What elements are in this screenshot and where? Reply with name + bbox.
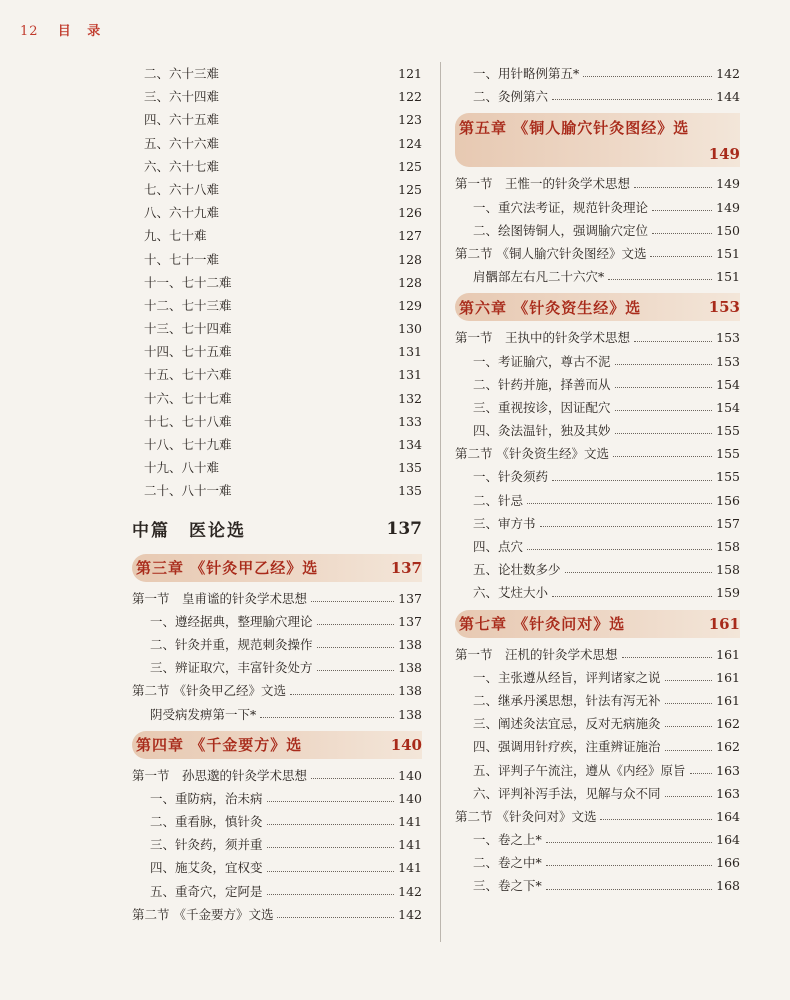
dot-leader [317, 633, 395, 648]
entry-page-number: 161 [708, 614, 740, 633]
entry-title: 第七章 《针灸问对》选 [459, 615, 626, 634]
entry-page-number: 128 [398, 274, 422, 290]
toc-item-entry[interactable] [132, 224, 422, 247]
entry-title: 第四章 《千金要方》选 [136, 736, 303, 755]
entry-page-number: 155 [716, 469, 740, 485]
dot-leader [223, 456, 394, 471]
entry-title: 二、绘图铸铜人，强调腧穴定位 [473, 222, 649, 238]
dot-leader [267, 810, 395, 825]
entry-title: 三、六十四难 [144, 89, 220, 105]
toc-item-entry[interactable] [132, 363, 422, 386]
entry-page-number: 127 [398, 228, 422, 244]
toc-item-entry[interactable] [132, 410, 422, 433]
entry-title: 十三、七十四难 [144, 321, 232, 337]
toc-item-entry[interactable] [455, 759, 740, 782]
toc-item-entry[interactable] [132, 387, 422, 410]
entry-page-number: 149 [716, 199, 740, 215]
entry-title: 四、施艾灸，宜权变 [150, 860, 263, 876]
entry-title: 第一节 汪机的针灸学术思想 [455, 646, 618, 662]
entry-page-number: 131 [398, 367, 422, 383]
entry-title: 十四、七十五难 [144, 344, 232, 360]
dot-leader [267, 787, 395, 802]
toc-item-entry[interactable] [455, 62, 740, 85]
toc-item-entry[interactable] [455, 465, 740, 488]
entry-page-number: 157 [716, 515, 740, 531]
entry-title: 二、针药并施，择善而从 [473, 376, 611, 392]
entry-page-number: 158 [716, 562, 740, 578]
entry-title: 第三章 《针灸甲乙经》选 [136, 559, 319, 578]
entry-title: 七、六十八难 [144, 181, 220, 197]
entry-page-number: 140 [398, 790, 422, 806]
toc-section-entry[interactable] [132, 764, 422, 787]
toc-item-entry[interactable] [132, 479, 422, 502]
entry-title: 二、针忌 [473, 492, 524, 508]
dot-leader [652, 196, 712, 211]
entry-title: 二、针灸并重，规范刺灸操作 [150, 636, 313, 652]
toc-section-entry[interactable] [132, 679, 422, 702]
toc-item-entry[interactable] [132, 703, 422, 726]
entry-title: 二、灸例第六 [473, 89, 549, 105]
toc-item-entry[interactable] [455, 558, 740, 581]
entry-page-number: 130 [398, 321, 422, 337]
entry-page-number: 161 [716, 692, 740, 708]
toc-item-entry[interactable] [455, 735, 740, 758]
entry-title: 四、六十五难 [144, 112, 220, 128]
entry-page-number: 155 [716, 446, 740, 462]
entry-title: 十七、七十八难 [144, 413, 232, 429]
entry-title: 九、七十难 [144, 228, 207, 244]
toc-chapter-heading[interactable] [455, 113, 740, 167]
entry-title: 第一节 王惟一的针灸学术思想 [455, 176, 631, 192]
dot-leader [650, 242, 712, 257]
entry-title: 十五、七十六难 [144, 367, 232, 383]
dot-leader [613, 442, 712, 457]
entry-title: 二、卷之中* [473, 855, 542, 871]
entry-page-number: 125 [398, 158, 422, 174]
entry-title: 二、六十三难 [144, 66, 220, 81]
entry-page-number: 137 [386, 518, 422, 539]
entry-title: 八、六十九难 [144, 205, 220, 221]
entry-title: 十六、七十七难 [144, 390, 232, 406]
entry-title: 肩髃部左右凡二十六穴* [473, 269, 605, 285]
toc-item-entry[interactable] [132, 201, 422, 224]
entry-title: 五、重奇穴，定阿是 [150, 883, 263, 899]
entry-page-number: 131 [398, 344, 422, 360]
dot-leader [236, 433, 395, 448]
entry-page-number: 126 [398, 205, 422, 221]
entry-title: 一、主张遵从经旨，评判诸家之说 [473, 669, 661, 685]
toc-section-entry[interactable] [455, 326, 740, 349]
toc-item-entry[interactable] [455, 535, 740, 558]
dot-leader [665, 735, 713, 750]
dot-leader [652, 219, 712, 234]
entry-page-number: 151 [716, 269, 740, 285]
dot-leader [267, 880, 395, 895]
entry-title: 第六章 《针灸资生经》选 [459, 298, 642, 317]
toc-item-entry[interactable] [455, 265, 740, 288]
dot-leader [552, 85, 712, 100]
entry-page-number: 141 [398, 860, 422, 876]
entry-page-number: 153 [708, 298, 740, 317]
toc-item-entry[interactable] [455, 712, 740, 735]
toc-chapter-heading[interactable] [455, 610, 740, 638]
entry-title: 十八、七十九难 [144, 437, 232, 452]
toc-item-entry[interactable] [455, 874, 740, 897]
entry-page-number: 154 [716, 399, 740, 415]
entry-title: 三、阐述灸法宜忌，反对无病施灸 [473, 716, 661, 732]
toc-item-entry[interactable] [132, 271, 422, 294]
entry-page-number: 162 [716, 739, 740, 755]
toc-item-entry[interactable] [455, 851, 740, 874]
entry-title: 十二、七十三难 [144, 297, 232, 313]
dot-leader [546, 851, 712, 866]
toc-item-entry[interactable] [132, 178, 422, 201]
dot-leader [236, 410, 395, 425]
dot-leader [615, 373, 713, 388]
toc-item-entry[interactable] [455, 85, 740, 108]
entry-page-number: 134 [398, 437, 422, 452]
entry-title: 第二节 《千金要方》文选 [132, 906, 274, 922]
entry-title: 二、重看脉，慎针灸 [150, 814, 263, 830]
dot-leader [223, 201, 394, 216]
dot-leader [236, 317, 395, 332]
toc-item-entry[interactable] [455, 828, 740, 851]
entry-page-number: 122 [398, 89, 422, 105]
entry-page-number: 141 [398, 837, 422, 853]
toc-item-entry[interactable] [132, 656, 422, 679]
entry-page-number: 137 [398, 590, 422, 606]
toc-item-entry[interactable] [132, 294, 422, 317]
entry-page-number: 149 [708, 145, 740, 164]
entry-page-number: 158 [716, 539, 740, 554]
entry-title: 第一节 王执中的针灸学术思想 [455, 330, 631, 346]
toc-item-entry[interactable] [132, 610, 422, 633]
entry-page-number: 153 [716, 353, 740, 369]
entry-page-number: 154 [716, 376, 740, 392]
entry-title: 阴受病发痹第一下* [150, 706, 257, 722]
entry-title: 六、评判补泻手法，见解与众不同 [473, 785, 661, 801]
entry-title: 四、强调用针疗疾，注重辨证施治 [473, 739, 661, 755]
toc-item-entry[interactable] [132, 340, 422, 363]
toc-item-entry[interactable] [132, 433, 422, 456]
entry-title: 第二节 《针灸资生经》文选 [455, 446, 609, 462]
toc-section-entry[interactable] [455, 172, 740, 195]
entry-title: 第二节 《针灸甲乙经》文选 [132, 683, 286, 699]
entry-title: 二、继承丹溪思想，针法有泻无补 [473, 692, 661, 708]
entry-title: 三、针灸药，须并重 [150, 837, 263, 853]
dot-leader [527, 489, 712, 504]
toc-item-entry[interactable] [455, 666, 740, 689]
entry-page-number: 138 [398, 683, 422, 699]
entry-page-number: 144 [716, 89, 740, 105]
dot-leader [608, 265, 712, 280]
entry-page-number: 155 [716, 423, 740, 439]
toc-item-entry[interactable] [455, 689, 740, 712]
entry-page-number: 168 [716, 878, 740, 894]
entry-page-number: 138 [398, 636, 422, 652]
dot-leader [527, 535, 712, 550]
entry-page-number: 133 [398, 413, 422, 429]
toc-item-entry[interactable] [132, 248, 422, 271]
entry-page-number: 121 [398, 66, 422, 81]
dot-leader [236, 479, 395, 494]
entry-page-number: 140 [398, 767, 422, 783]
toc-section-entry[interactable] [455, 805, 740, 828]
dot-leader [236, 294, 395, 309]
entry-page-number: 123 [398, 112, 422, 128]
entry-title: 十、七十一难 [144, 251, 220, 267]
entry-page-number: 138 [398, 660, 422, 676]
toc-item-entry[interactable] [132, 880, 422, 903]
dot-leader [583, 62, 712, 77]
dot-leader [665, 712, 713, 727]
toc-right-column [455, 62, 740, 898]
dot-leader [546, 828, 712, 843]
toc-item-entry[interactable] [132, 108, 422, 131]
entry-page-number: 164 [716, 808, 740, 824]
toc-item-entry[interactable] [132, 810, 422, 833]
dot-leader [665, 666, 713, 681]
entry-title: 一、针灸须药 [473, 469, 549, 485]
entry-page-number: 141 [398, 814, 422, 830]
toc-item-entry[interactable] [455, 373, 740, 396]
page-header [20, 20, 106, 39]
dot-leader [223, 108, 394, 123]
toc-item-entry[interactable] [132, 85, 422, 108]
dot-leader [236, 340, 395, 355]
entry-page-number: 128 [398, 251, 422, 267]
entry-title: 一、重防病，治未病 [150, 790, 263, 806]
toc-section-entry[interactable] [132, 903, 422, 926]
entry-title: 一、卷之上* [473, 832, 542, 848]
dot-leader [552, 581, 712, 596]
dot-leader [236, 363, 395, 378]
toc-part-heading[interactable] [132, 503, 422, 549]
dot-leader [223, 62, 394, 77]
toc-item-entry[interactable] [132, 633, 422, 656]
toc-item-entry[interactable] [132, 856, 422, 879]
entry-page-number: 140 [390, 735, 422, 754]
entry-title: 第一节 孙思邈的针灸学术思想 [132, 767, 308, 783]
dot-leader [267, 856, 395, 871]
toc-chapter-heading[interactable] [132, 554, 422, 582]
entry-title: 五、评判子午流注，遵从《内经》原旨 [473, 762, 686, 778]
dot-leader [546, 874, 712, 889]
toc-section-entry[interactable] [455, 442, 740, 465]
dot-leader [223, 248, 394, 263]
toc-section-entry[interactable] [455, 643, 740, 666]
toc-item-entry[interactable] [455, 350, 740, 373]
entry-title: 四、点穴 [473, 539, 524, 554]
toc-item-entry[interactable] [132, 456, 422, 479]
entry-title: 五、论壮数多少 [473, 562, 561, 578]
entry-title: 十九、八十难 [144, 460, 220, 476]
toc-item-entry[interactable] [455, 512, 740, 535]
entry-page-number: 161 [716, 669, 740, 685]
entry-page-number: 142 [398, 883, 422, 899]
toc-chapter-heading[interactable] [455, 293, 740, 321]
entry-title: 三、重视按诊，因证配穴 [473, 399, 611, 415]
entry-title: 四、灸法温针，独及其妙 [473, 423, 611, 439]
dot-leader [552, 465, 712, 480]
entry-title: 六、六十七难 [144, 158, 220, 174]
dot-leader [267, 833, 395, 848]
dot-leader [236, 387, 395, 402]
dot-leader [223, 132, 394, 147]
dot-leader [317, 656, 395, 671]
dot-leader [600, 805, 712, 820]
entry-title: 第二节 《针灸问对》文选 [455, 808, 597, 824]
entry-title: 第一节 皇甫谧的针灸学术思想 [132, 590, 308, 606]
entry-page-number: 164 [716, 832, 740, 848]
toc-left-column [132, 62, 422, 926]
page-title: 目 录 [57, 24, 107, 39]
dot-leader [615, 396, 713, 411]
toc-item-entry[interactable] [132, 317, 422, 340]
entry-title: 一、遵经据典，整理腧穴理论 [150, 613, 313, 629]
entry-page-number: 124 [398, 135, 422, 151]
dot-leader [223, 178, 394, 193]
entry-page-number: 137 [390, 558, 422, 577]
dot-leader [615, 350, 713, 365]
entry-title: 五、六十六难 [144, 135, 220, 151]
toc-item-entry[interactable] [132, 132, 422, 155]
entry-page-number: 125 [398, 181, 422, 197]
toc-item-entry[interactable] [455, 219, 740, 242]
dot-leader [634, 172, 712, 187]
dot-leader [311, 764, 394, 779]
entry-title: 一、重穴法考证，规范针灸理论 [473, 199, 649, 215]
dot-leader [311, 587, 394, 602]
entry-title: 一、考证腧穴，尊古不泥 [473, 353, 611, 369]
dot-leader [260, 703, 394, 718]
entry-title: 二十、八十一难 [144, 483, 232, 499]
toc-item-entry[interactable] [455, 396, 740, 419]
toc-item-entry[interactable] [455, 489, 740, 512]
toc-item-entry[interactable] [132, 833, 422, 856]
entry-title: 第五章 《铜人腧穴针灸图经》选 [459, 119, 690, 138]
entry-title: 六、艾炷大小 [473, 585, 549, 601]
entry-page-number: 159 [716, 585, 740, 601]
entry-page-number: 163 [716, 785, 740, 801]
entry-page-number: 138 [398, 706, 422, 722]
entry-title: 第二节 《铜人腧穴针灸图经》文选 [455, 245, 647, 261]
column-divider [440, 62, 441, 942]
entry-page-number: 153 [716, 330, 740, 346]
entry-page-number: 149 [716, 176, 740, 192]
toc-item-entry[interactable] [455, 581, 740, 604]
toc-section-entry[interactable] [455, 242, 740, 265]
entry-page-number: 163 [716, 762, 740, 778]
dot-leader [290, 679, 394, 694]
dot-leader [317, 610, 395, 625]
entry-title: 中篇 医论选 [132, 521, 246, 542]
dot-leader [540, 512, 713, 527]
entry-page-number: 156 [716, 492, 740, 508]
toc-item-entry[interactable] [455, 419, 740, 442]
toc-item-entry[interactable] [132, 787, 422, 810]
dot-leader [665, 689, 713, 704]
dot-leader [690, 759, 713, 774]
entry-page-number: 166 [716, 855, 740, 871]
entry-title: 十一、七十二难 [144, 274, 232, 290]
entry-page-number: 142 [398, 906, 422, 922]
dot-leader [565, 558, 713, 573]
entry-page-number: 161 [716, 646, 740, 662]
entry-title: 三、审方书 [473, 515, 536, 531]
dot-leader [211, 224, 395, 239]
entry-page-number: 135 [398, 483, 422, 499]
entry-title: 三、辨证取穴，丰富针灸处方 [150, 660, 313, 676]
entry-title: 三、卷之下* [473, 878, 542, 894]
entry-page-number: 162 [716, 716, 740, 732]
entry-page-number: 137 [398, 613, 422, 629]
toc-section-entry[interactable] [132, 587, 422, 610]
dot-leader [622, 643, 713, 658]
entry-page-number: 135 [398, 460, 422, 476]
dot-leader [615, 419, 713, 434]
entry-page-number: 151 [716, 245, 740, 261]
toc-item-entry[interactable] [132, 155, 422, 178]
toc-item-entry[interactable] [455, 782, 740, 805]
dot-leader [236, 271, 395, 286]
dot-leader [223, 85, 394, 100]
entry-page-number: 150 [716, 222, 740, 238]
dot-leader [277, 903, 394, 918]
toc-chapter-heading[interactable] [132, 731, 422, 759]
dot-leader [223, 155, 394, 170]
toc-item-entry[interactable] [455, 196, 740, 219]
toc-item-entry[interactable] [132, 62, 422, 85]
entry-page-number: 142 [716, 66, 740, 81]
dot-leader [634, 326, 712, 341]
entry-page-number: 132 [398, 390, 422, 406]
dot-leader [665, 782, 713, 797]
page-number: 12 [20, 24, 39, 39]
entry-title: 一、用针略例第五* [473, 66, 580, 81]
entry-page-number: 129 [398, 297, 422, 313]
